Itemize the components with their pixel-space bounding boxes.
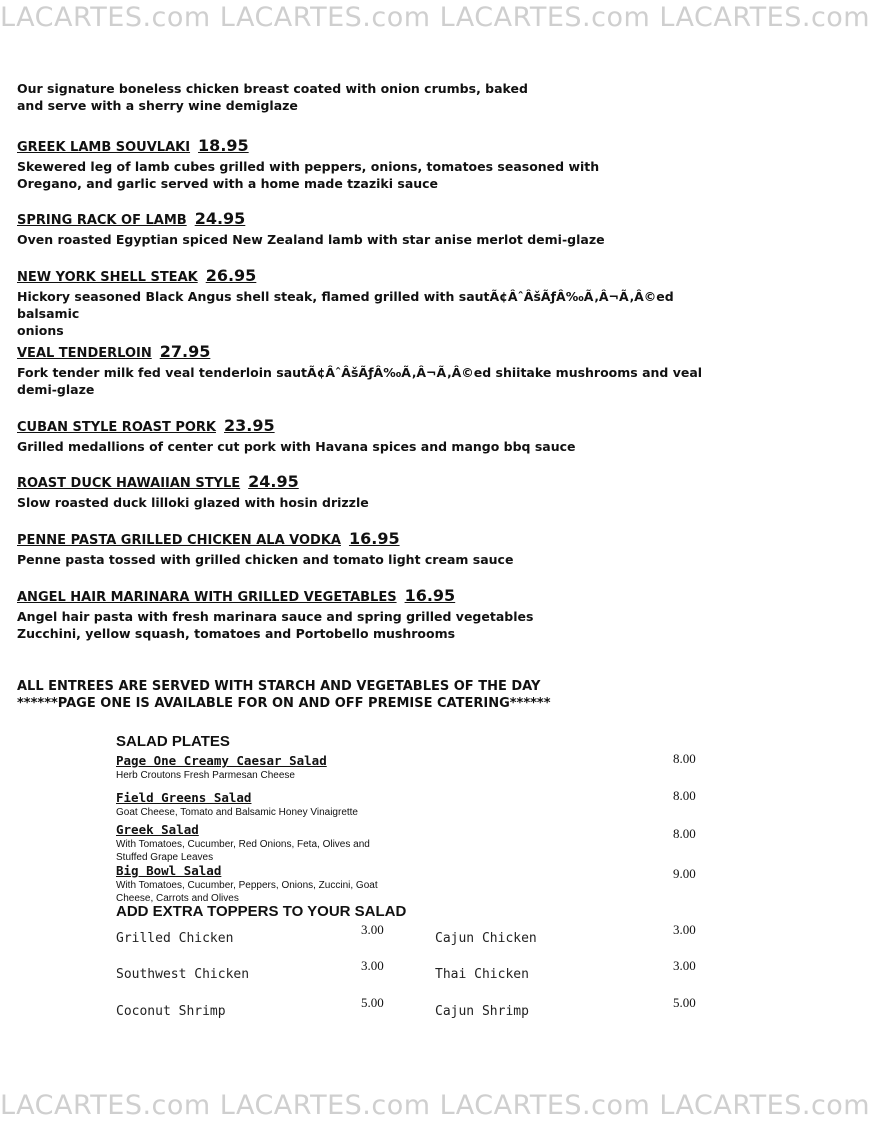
entree-item-angel-hair: [17, 586, 737, 642]
salad-desc-line-1: Goat Cheese, Tomato and Balsamic Honey Vinaigrette: [116, 807, 358, 818]
entree-price: 24.95: [248, 472, 299, 491]
entree-price: 27.95: [159, 342, 211, 361]
entree-desc-line-2: demi-glaze: [17, 382, 95, 397]
entree-name: ROAST DUCK HAWAIIAN STYLE: [17, 476, 241, 491]
entree-desc-line-1: Grilled medallions of center cut pork with Havana spices and mango bbq sauce: [17, 439, 576, 454]
entree-price: 16.95: [348, 529, 400, 548]
intro-line-2: and serve with a sherry wine demiglaze: [17, 98, 298, 113]
salad-name: Greek Salad: [116, 822, 199, 837]
salad-desc-line-2: Stuffed Grape Leaves: [116, 852, 214, 863]
entree-item-penne-vodka: [17, 529, 737, 568]
topper-price-grilled-chicken: 3.00: [361, 922, 384, 937]
topper-name-grilled-chicken: Grilled Chicken: [116, 931, 234, 946]
entree-name: GREEK LAMB SOUVLAKI: [17, 140, 191, 155]
watermark-bottom: LACARTES.com LACARTES.com LACARTES.com LACARTES.com: [0, 1090, 870, 1121]
entree-desc-line-1: Angel hair pasta with fresh marinara sauce and spring grilled vegetables: [17, 609, 534, 624]
salad-desc-line-1: Herb Croutons Fresh Parmesan Cheese: [116, 770, 295, 781]
entree-item-veal-tenderloin: [17, 342, 737, 398]
salad-price-caesar: 8.00: [673, 751, 696, 766]
entree-item-spring-rack: [17, 209, 737, 248]
intro-description: [17, 80, 737, 114]
topper-name-coconut-shrimp: Coconut Shrimp: [116, 1004, 226, 1019]
salad-name: Field Greens Salad: [116, 790, 252, 805]
entree-price: 16.95: [404, 586, 456, 605]
entree-desc-line-1: Slow roasted duck lilloki glazed with hosin drizzle: [17, 495, 369, 510]
topper-price-cajun-chicken: 3.00: [673, 922, 696, 937]
entree-name: CUBAN STYLE ROAST PORK: [17, 420, 216, 435]
topper-price-cajun-shrimp: 5.00: [673, 995, 696, 1010]
entree-desc-line-1: Skewered leg of lamb cubes grilled with peppers, onions, tomatoes seasoned with: [17, 159, 600, 174]
note-catering: ******PAGE ONE IS AVAILABLE FOR ON AND OFF PREMISE CATERING******: [17, 696, 551, 711]
entree-name: PENNE PASTA GRILLED CHICKEN ALA VODKA: [17, 533, 341, 548]
topper-name-cajun-shrimp: Cajun Shrimp: [435, 1004, 529, 1019]
salad-price-greek: 8.00: [673, 826, 696, 841]
entree-name: SPRING RACK OF LAMB: [17, 213, 187, 228]
salad-plates-heading: SALAD PLATES: [116, 733, 230, 750]
salad-desc-line-2: Cheese, Carrots and Olives: [116, 893, 239, 904]
salad-name: Page One Creamy Caesar Salad: [116, 753, 327, 768]
entree-name: VEAL TENDERLOIN: [17, 346, 152, 361]
entree-desc-line-1: Oven roasted Egyptian spiced New Zealand lamb with star anise merlot demi-glaze: [17, 232, 605, 247]
topper-price-thai-chicken: 3.00: [673, 958, 696, 973]
salad-desc-line-1: With Tomatoes, Cucumber, Peppers, Onions, Zuccini, Goat: [116, 880, 378, 891]
salad-price-big-bowl: 9.00: [673, 866, 696, 881]
entree-price: 26.95: [205, 266, 257, 285]
entree-item-ny-shell-steak: [17, 266, 737, 339]
salad-item-greek: [116, 822, 416, 864]
salad-name: Big Bowl Salad: [116, 863, 222, 878]
entree-price: 24.95: [194, 209, 246, 228]
watermark-top: LACARTES.com LACARTES.com LACARTES.com LACARTES.com: [0, 2, 870, 33]
entree-desc-line-2: onions: [17, 323, 64, 338]
entree-price: 23.95: [224, 416, 275, 435]
intro-line-1: Our signature boneless chicken breast coated with onion crumbs, baked: [17, 81, 528, 96]
entree-desc-line-2: Oregano, and garlic served with a home made tzaziki sauce: [17, 176, 439, 191]
topper-price-coconut-shrimp: 5.00: [361, 995, 384, 1010]
entree-name: NEW YORK SHELL STEAK: [17, 270, 198, 285]
menu-notes: [17, 678, 737, 712]
entree-desc-line-1: Fork tender milk fed veal tenderloin sautÃ¢ÂˆÂšÃƒÂ‰Ã‚Â¬Ã‚Â©ed shiitake mushrooms and veal: [17, 365, 703, 380]
salad-item-caesar: [116, 753, 416, 782]
entree-name: ANGEL HAIR MARINARA WITH GRILLED VEGETABLES: [17, 590, 397, 605]
entree-desc-line-1: Penne pasta tossed with grilled chicken and tomato light cream sauce: [17, 552, 514, 567]
salad-desc-line-1: With Tomatoes, Cucumber, Red Onions, Feta, Olives and: [116, 839, 370, 850]
entree-item-greek-lamb: [17, 136, 737, 192]
entree-item-cuban-pork: [17, 416, 737, 455]
topper-price-southwest-chicken: 3.00: [361, 958, 384, 973]
entree-desc-line-1: Hickory seasoned Black Angus shell steak, flamed grilled with sautÃ¢ÂˆÂšÃƒÂ‰Ã‚Â¬Ã‚Â©ed balsamic: [17, 289, 674, 321]
entree-desc-line-2: Zucchini, yellow squash, tomatoes and Portobello mushrooms: [17, 626, 456, 641]
topper-name-cajun-chicken: Cajun Chicken: [435, 931, 537, 946]
salad-item-big-bowl: [116, 863, 416, 905]
salad-price-field-greens: 8.00: [673, 788, 696, 803]
salad-item-field-greens: [116, 790, 416, 819]
entree-price: 18.95: [198, 136, 249, 155]
topper-name-thai-chicken: Thai Chicken: [435, 967, 529, 982]
note-entrees-served: ALL ENTREES ARE SERVED WITH STARCH AND VEGETABLES OF THE DAY: [17, 679, 541, 694]
topper-name-southwest-chicken: Southwest Chicken: [116, 967, 250, 982]
entree-item-roast-duck: [17, 472, 737, 511]
toppers-heading: ADD EXTRA TOPPERS TO YOUR SALAD: [116, 903, 407, 920]
